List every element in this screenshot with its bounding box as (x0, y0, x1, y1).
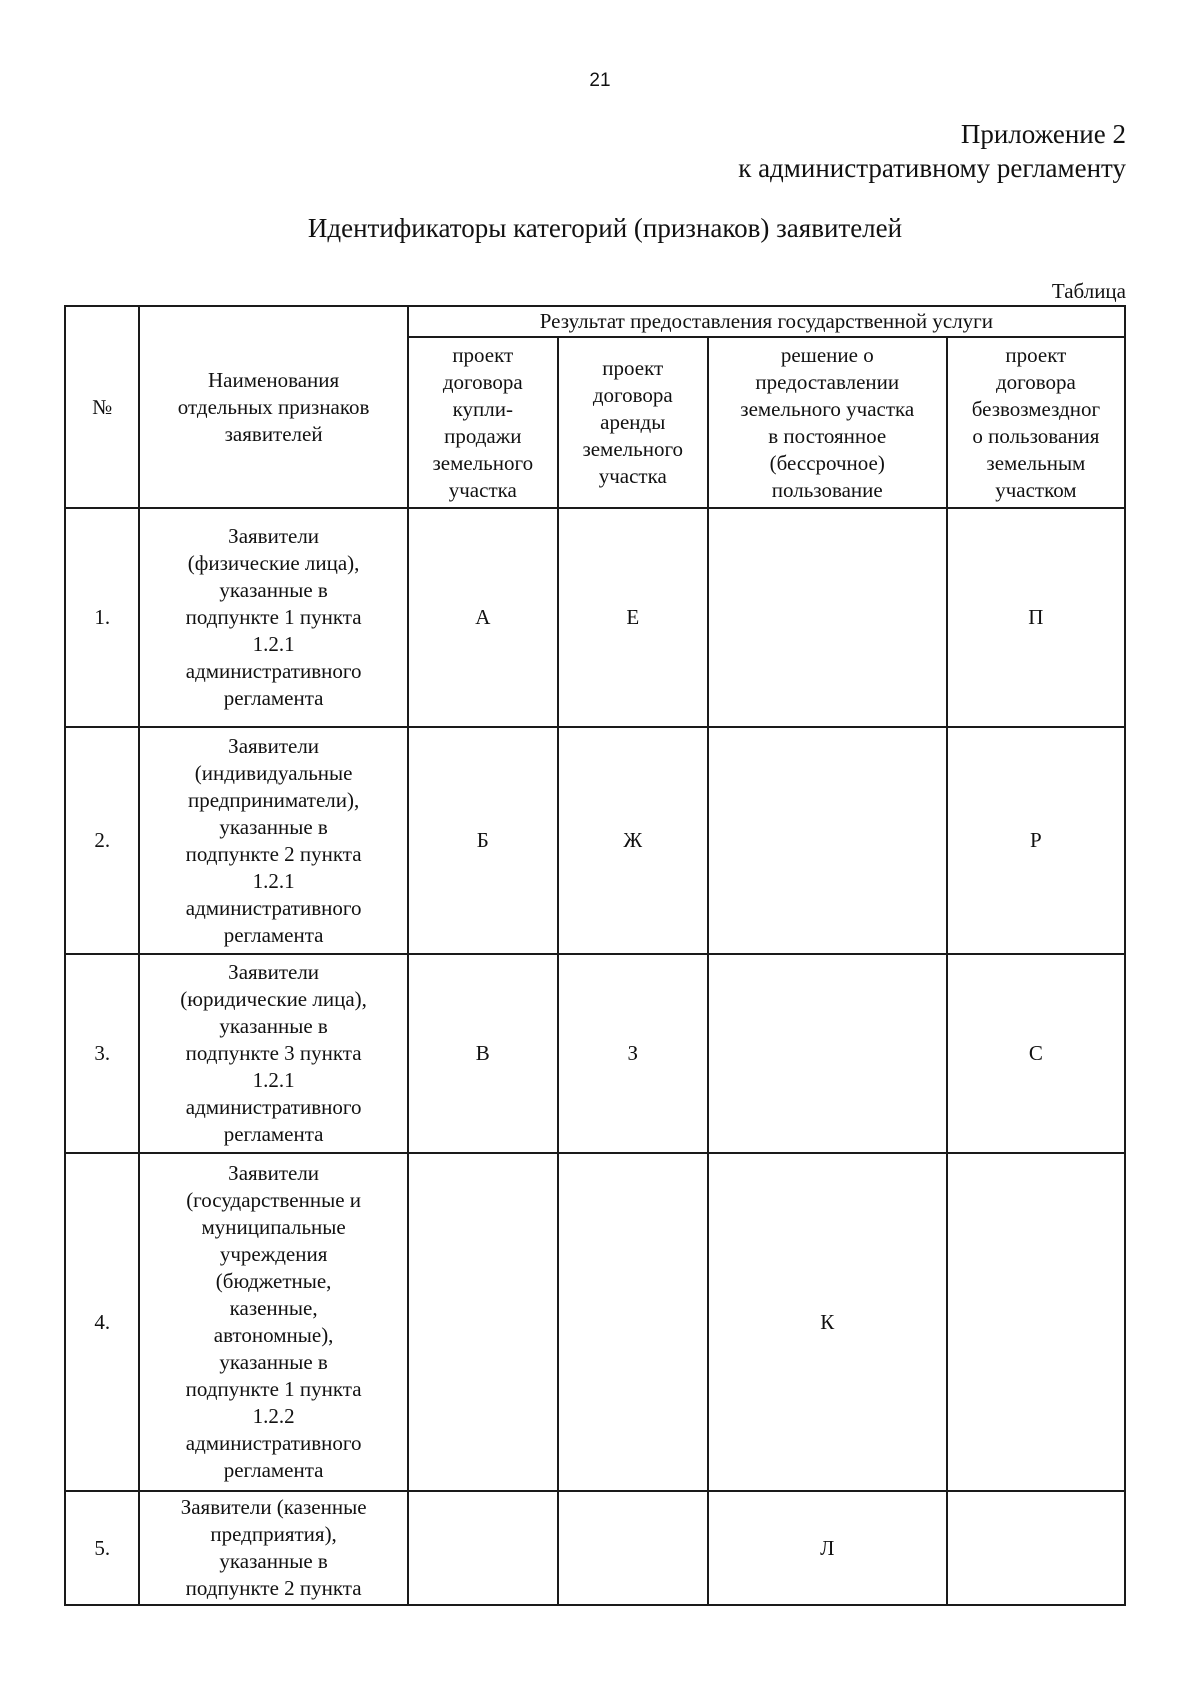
header-col-line: земельного (432, 450, 534, 475)
header-col-line: о пользования (972, 423, 1100, 448)
row-name-line: 1.2.1 (252, 868, 295, 893)
row-name-line: (индивидуальные (194, 760, 353, 785)
row-name-line: муниципальные (201, 1215, 346, 1239)
header-col-line: проект (1005, 342, 1067, 367)
row-name-line: регламента (223, 1122, 324, 1146)
cell-permanent-use (708, 954, 947, 1153)
table-row (65, 727, 1125, 954)
table-row (65, 508, 1125, 727)
cell-sale: В (408, 954, 558, 1153)
row-name-line: административного (185, 1431, 362, 1455)
header-col-line: проект (602, 356, 664, 380)
cell-sale (408, 1153, 558, 1491)
header-col-lease (558, 337, 708, 508)
row-name-line: административного (185, 1095, 362, 1119)
header-col-line: договора (592, 383, 673, 407)
cell-lease: Ж (558, 727, 708, 954)
row-name-line: регламента (223, 922, 324, 947)
header-number-label: № (92, 394, 113, 419)
row-number: 5. (65, 1491, 139, 1605)
page-number: 21 (589, 70, 611, 91)
row-name (139, 1491, 407, 1605)
row-name (139, 727, 407, 954)
row-name-line: предприятия), (210, 1522, 337, 1546)
row-name-line: подпункте 1 пункта (185, 605, 362, 629)
cell-free-use (947, 1153, 1125, 1491)
header-number (65, 306, 139, 508)
row-name-line: подпункте 3 пункта (185, 1041, 362, 1065)
row-name-line: административного (185, 659, 362, 683)
header-col-line: проект (452, 342, 514, 367)
header-col-line: продажи (444, 423, 522, 448)
header-result-group (408, 306, 1125, 337)
cell-lease: З (558, 954, 708, 1153)
header-name (139, 306, 407, 508)
header-result-group-label: Результат предоставления государственной услуги (539, 309, 994, 333)
header-col-line: земельного участка (740, 396, 915, 421)
row-name-line: Заявители (казенные (180, 1495, 367, 1519)
cell-free-use (947, 1491, 1125, 1605)
header-col-line: договора (995, 369, 1076, 394)
header-col-line: земельного (582, 437, 684, 461)
cell-free-use: Р (947, 727, 1125, 954)
row-name (139, 954, 407, 1153)
header-col-line: участка (598, 464, 667, 488)
row-number: 3. (65, 954, 139, 1153)
row-name-line: Заявители (228, 960, 320, 984)
row-name-line: (государственные и (186, 1188, 362, 1212)
header-col-line: договора (442, 369, 523, 394)
header-col-line: купли- (452, 396, 513, 421)
row-name-line: (юридические лица), (180, 987, 367, 1011)
cell-lease (558, 1153, 708, 1491)
cell-sale (408, 1491, 558, 1605)
header-col-sale (408, 337, 558, 508)
header-col-free-use (947, 337, 1125, 508)
cell-permanent-use (708, 508, 947, 727)
header-col-line: решение о (780, 342, 874, 367)
table-row (65, 1491, 1125, 1605)
header-col-line: в постоянное (768, 423, 887, 448)
document-title: Идентификаторы категорий (признаков) заявителей (307, 213, 903, 243)
appendix-line-2: к административному регламенту (738, 153, 1126, 183)
row-name-line: регламента (223, 686, 324, 710)
row-name-line: предприниматели), (187, 787, 360, 812)
row-name-line: учреждения (219, 1242, 328, 1266)
cell-permanent-use: К (708, 1153, 947, 1491)
row-name-line: 1.2.1 (252, 632, 295, 656)
header-col-line: земельным (986, 450, 1086, 475)
header-col-permanent-use (708, 337, 947, 508)
header-col-line: безвозмездног (971, 396, 1101, 421)
cell-permanent-use: Л (708, 1491, 947, 1605)
row-name-line: подпункте 1 пункта (185, 1377, 362, 1401)
row-name (139, 1153, 407, 1491)
row-name-line: регламента (223, 1458, 324, 1482)
row-name (139, 508, 407, 727)
header-col-line: участка (448, 477, 517, 502)
header-name-line: Наименования (208, 367, 340, 392)
appendix-line-1: Приложение 2 (960, 119, 1126, 149)
row-number: 2. (65, 727, 139, 954)
row-name-line: Заявители (228, 733, 320, 758)
header-col-line: пользование (771, 477, 883, 502)
row-name-line: казенные, (229, 1296, 318, 1320)
row-name-line: подпункте 2 пункта (185, 1576, 362, 1600)
cell-free-use: С (947, 954, 1125, 1153)
row-name-line: 1.2.1 (252, 1068, 295, 1092)
row-name-line: указанные в (219, 1014, 328, 1038)
row-name-line: указанные в (219, 1549, 328, 1573)
header-col-line: предоставлении (755, 369, 900, 394)
table-row (65, 1153, 1125, 1491)
header-col-line: (бессрочное) (769, 450, 885, 475)
row-name-line: подпункте 2 пункта (185, 841, 362, 866)
row-name-line: Заявители (228, 1161, 320, 1185)
header-col-line: участком (995, 477, 1077, 502)
cell-sale: Б (408, 727, 558, 954)
cell-free-use: П (947, 508, 1125, 727)
cell-lease: Е (558, 508, 708, 727)
header-name-line: заявителей (224, 421, 323, 446)
row-name-line: 1.2.2 (252, 1404, 295, 1428)
cell-sale: А (408, 508, 558, 727)
row-name-line: автономные), (213, 1323, 334, 1347)
table-row (65, 954, 1125, 1153)
header-col-line: аренды (600, 410, 666, 434)
row-name-line: указанные в (219, 1350, 328, 1374)
row-name-line: административного (185, 895, 362, 920)
identifiers-table (64, 305, 1126, 1606)
row-number: 4. (65, 1153, 139, 1491)
cell-lease (558, 1491, 708, 1605)
row-name-line: (физические лица), (187, 551, 360, 575)
cell-permanent-use (708, 727, 947, 954)
row-name-line: Заявители (228, 524, 320, 548)
row-name-line: (бюджетные, (215, 1269, 332, 1293)
row-number: 1. (65, 508, 139, 727)
table-label: Таблица (1051, 279, 1126, 303)
row-name-line: указанные в (219, 814, 328, 839)
appendix-heading (738, 117, 1126, 185)
row-name-line: указанные в (219, 578, 328, 602)
header-name-line: отдельных признаков (177, 394, 370, 419)
